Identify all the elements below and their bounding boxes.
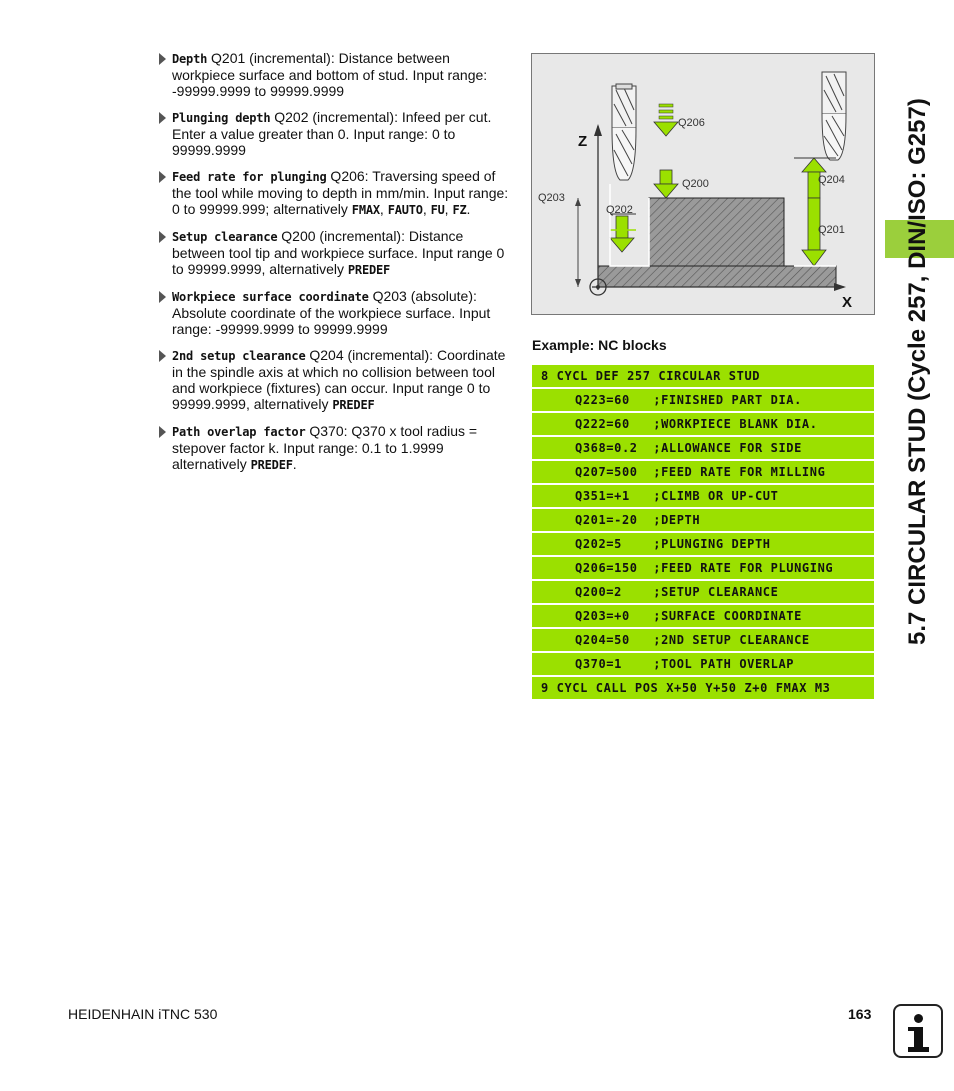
nc-line: Q201=-20 ;DEPTH [532,509,874,531]
tool-right [822,72,846,160]
nc-line: Q204=50 ;2ND SETUP CLEARANCE [532,629,874,651]
example-title: Example: NC blocks [532,337,667,353]
workpiece-base [598,266,836,287]
separator: , [422,201,431,217]
option-predef: PREDEF [250,458,293,472]
option-predef: PREDEF [347,263,391,277]
param-name: Setup clearance [172,230,278,244]
label-q206: Q206 [678,117,705,129]
param-desc: Q201 (incremental): Distance between workpiece surface and bottom of stud. Input range: -99999.9999 to 99999.9999 [172,50,488,99]
param-name: Plunging depth [172,111,271,125]
label-q202: Q202 [606,204,633,216]
param-name: 2nd setup clearance [172,349,306,363]
nc-line: Q207=500 ;FEED RATE FOR MILLING [532,461,874,483]
param-workpiece-surface [158,288,514,337]
nc-line: 9 CYCL CALL POS X+50 Y+50 Z+0 FMAX M3 [532,677,874,699]
param-feed-rate-plunging [158,168,514,218]
chapter-title: 5.7 CIRCULAR STUD (Cycle 257, DIN/ISO: G257) [904,98,931,645]
param-name: Workpiece surface coordinate [172,290,369,304]
separator: , [444,201,453,217]
param-name: Feed rate for plunging [172,170,327,184]
triangle-right-icon [159,350,166,362]
q206-arrow [654,104,678,136]
param-desc: Q200 (incremental): Distance between tool tip and workpiece surface. Input range 0 to 99999.9999, alternatively [172,228,505,277]
label-q204: Q204 [818,174,845,186]
param-desc: Q203 (absolute): Absolute coordinate of the workpiece surface. Input range: -99999.9999 to 99999.9999 [172,288,491,337]
nc-line: Q223=60 ;FINISHED PART DIA. [532,389,874,411]
param-2nd-setup-clearance [158,347,514,413]
triangle-right-icon [159,171,166,183]
nc-line: Q368=0.2 ;ALLOWANCE FOR SIDE [532,437,874,459]
param-name: Depth [172,52,208,66]
triangle-right-icon [159,112,166,124]
option-fauto: FAUTO [387,203,423,217]
triangle-right-icon [159,231,166,243]
nc-line: Q206=150 ;FEED RATE FOR PLUNGING [532,557,874,579]
triangle-right-icon [159,291,166,303]
cycle-diagram [531,53,875,315]
nc-line: Q370=1 ;TOOL PATH OVERLAP [532,653,874,675]
nc-line: Q200=2 ;SETUP CLEARANCE [532,581,874,603]
label-q201: Q201 [818,224,845,236]
param-depth [158,50,514,99]
option-predef: PREDEF [332,398,375,412]
param-desc: Q204 (incremental): Coordinate in the spindle axis at which no collision between tool and workpiece (fixtures) can occur. Input range 0 to 99999.9999, alternatively [172,347,506,412]
param-desc: Q206: Traversing speed of the tool while moving to depth in mm/min. Input range: 0 to 99999.999; alternatively [172,168,509,217]
period: . [292,456,297,472]
nc-line: Q351=+1 ;CLIMB OR UP-CUT [532,485,874,507]
info-icon [893,1004,943,1058]
tool-left [612,84,636,180]
nc-line: Q222=60 ;WORKPIECE BLANK DIA. [532,413,874,435]
param-plunging-depth [158,109,514,158]
triangle-right-icon [159,426,166,438]
nc-line: 8 CYCL DEF 257 CIRCULAR STUD [532,365,874,387]
option-fz: FZ [452,203,467,217]
label-q203: Q203 [538,192,565,204]
parameter-list [158,50,514,483]
label-q200: Q200 [682,178,709,190]
axis-x-label: X [842,294,853,311]
page-number: 163 [848,1006,872,1022]
cycle-diagram-svg [532,54,874,314]
param-desc: Q202 (incremental): Infeed per cut. Enter a value greater than 0. Input range: 0 to 99999.9999 [172,109,492,158]
option-fmax: FMAX [351,203,380,217]
stud [649,198,784,266]
param-path-overlap [158,423,514,473]
q200-arrow [654,170,678,198]
triangle-right-icon [159,53,166,65]
nc-line: Q203=+0 ;SURFACE COORDINATE [532,605,874,627]
option-fu: FU [430,203,445,217]
q202-arrow [610,216,634,252]
nc-block-list [532,365,874,701]
param-setup-clearance [158,228,514,278]
separator: , [379,201,388,217]
nc-line: Q202=5 ;PLUNGING DEPTH [532,533,874,555]
manual-name: HEIDENHAIN iTNC 530 [68,1006,218,1022]
axis-z-label: Z [578,133,588,150]
param-desc: Q370: Q370 x tool radius = stepover factor k. Input range: 0.1 to 1.9999 alternatively [172,423,478,472]
param-name: Path overlap factor [172,425,306,439]
period: . [466,201,471,217]
